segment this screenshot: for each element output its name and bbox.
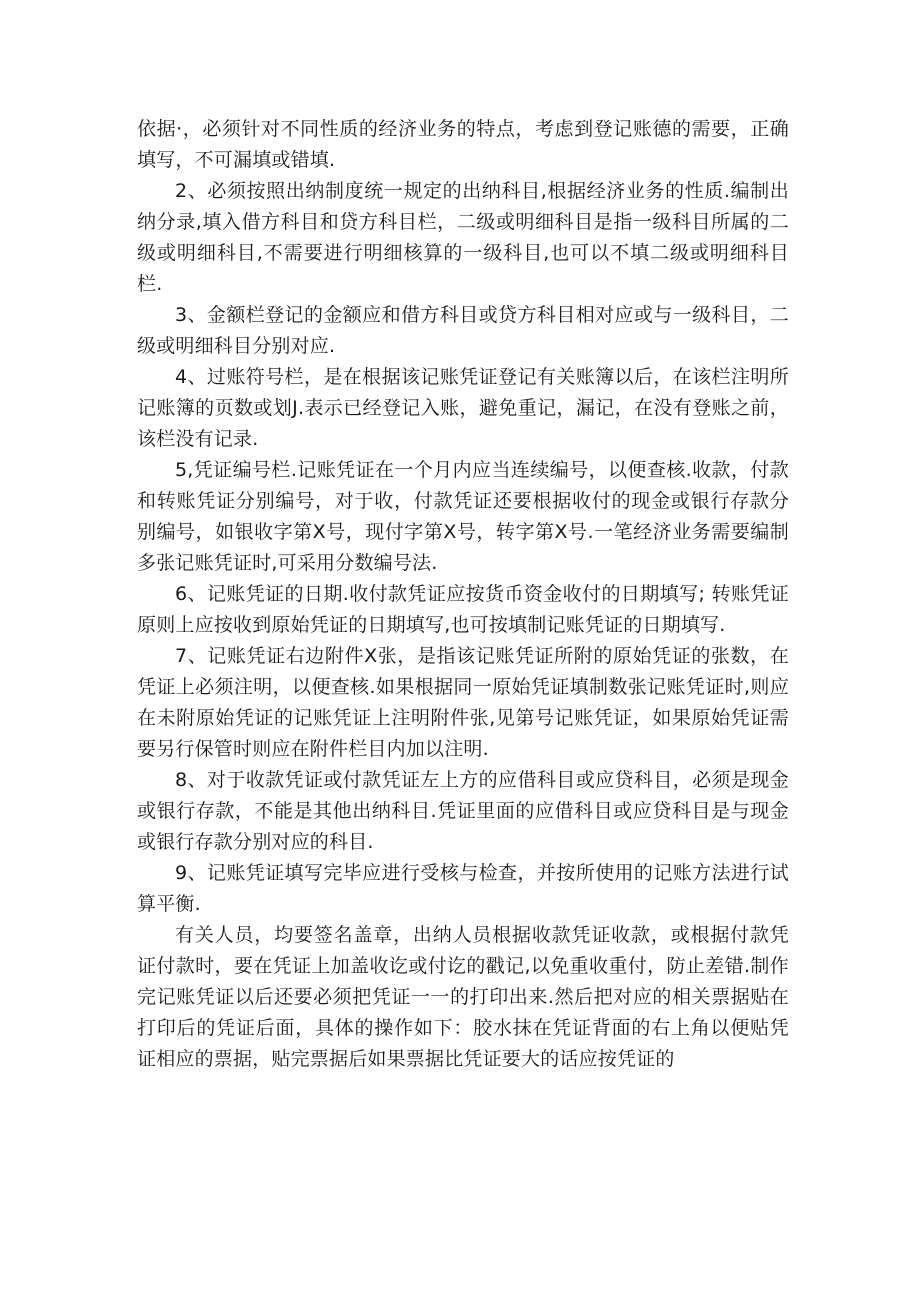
paragraph-item-3: 3、金额栏登记的金额应和借方科目或贷方科目相对应或与一级科目，二级或明细科目分别对应. — [137, 304, 789, 357]
paragraph-item-7: 7、记账凭证右边附件X张，是指该记账凭证所附的原始凭证的张数，在凭证上必须注明，以便查核.如果根据同一原始凭证填制数张记账凭证时,则应在未附原始凭证的记账凭证上注明附件张,见第号记账凭证，如果原始凭证需要另行保管时则应在附件栏目内加以注明. — [137, 645, 789, 760]
document-body — [137, 114, 789, 1075]
paragraph-item-6: 6、记账凭证的日期.收付款凭证应按货币资金收付的日期填写; 转账凭证原则上应按收到原始凭证的日期填写,也可按填制记账凭证的日期填写. — [137, 583, 789, 636]
paragraph-item-2: 2、必须按照出纳制度统一规定的出纳科目,根据经济业务的性质.编制出纳分录,填入借方科目和贷方科目栏，二级或明细科目是指一级科目所属的二级或明细科目,不需要进行明细核算的一级科目,也可以不填二级或明细科目栏. — [137, 180, 789, 295]
paragraph-signatures: 有关人员，均要签名盖章，出纳人员根据收款凭证收款，或根据付款凭证付款时，要在凭证上加盖收讫或付讫的戳记,以免重收重付，防止差错.制作完记账凭证以后还要必须把凭证一一的打印出来.然后把对应的相关票据贴在打印后的凭证后面，具体的操作如下：胶水抹在凭证背面的右上角以便贴凭证相应的票据，贴完票据后如果票据比凭证要大的话应按凭证的 — [137, 924, 789, 1070]
paragraph-continuation: 依据·，必须针对不同性质的经济业务的特点，考虑到登记账德的需要，正确填写，不可漏填或错填. — [137, 118, 789, 171]
paragraph-item-8: 8、对于收款凭证或付款凭证左上方的应借科目或应贷科目，必须是现金或银行存款，不能是其他出纳科目.凭证里面的应借科目或应贷科目是与现金或银行存款分别对应的科目. — [137, 769, 789, 853]
paragraph-item-4: 4、过账符号栏，是在根据该记账凭证登记有关账簿以后，在该栏注明所记账簿的页数或划J.表示已经登记入账，避免重记，漏记，在没有登账之前，该栏没有记录. — [137, 366, 789, 450]
paragraph-item-9: 9、记账凭证填写完毕应进行受核与检查，并按所使用的记账方法进行试算平衡. — [137, 862, 789, 915]
paragraph-item-5: 5,凭证编号栏.记账凭证在一个月内应当连续编号，以便查核.收款，付款和转账凭证分别编号，对于收，付款凭证还要根据收付的现金或银行存款分别编号，如银收字第X号，现付字第X号，转字第X号.一笔经济业务需要编制多张记账凭证时,可采用分数编号法. — [137, 459, 789, 574]
